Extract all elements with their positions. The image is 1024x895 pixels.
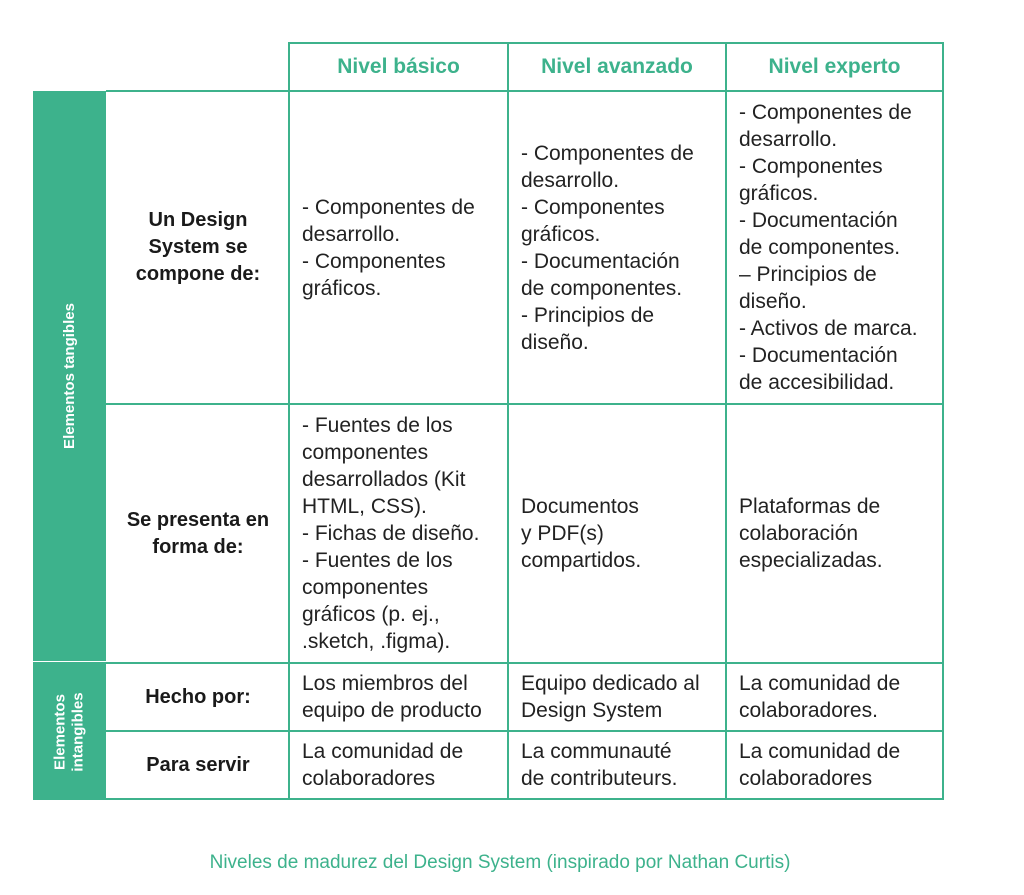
row-header-made-by: Hecho por: [145, 685, 251, 708]
intangible-elements-label: Elementos intangibles [51, 691, 87, 772]
cell-made-by-expert: La comunidad de colaboradores. [739, 672, 901, 722]
cell-presentation-expert: Plataformas de colaboración especializadas. [739, 495, 883, 572]
cell-presentation-basic: - Fuentes de los componentes desarrollados (Kit HTML, CSS). - Fichas de diseño. - Fuentes de los componentes gráficos (p. ej., .sketch, .figma). [302, 414, 480, 653]
tangible-elements-label: Elementos tangibles [60, 303, 78, 449]
cell-made-by-advanced: Equipo dedicado al Design System [521, 672, 700, 722]
figure-caption: Niveles de madurez del Design System (inspirado por Nathan Curtis) [209, 852, 791, 873]
cell-serves-advanced: La communauté de contributeurs. [521, 740, 678, 790]
row-header-serves: Para servir [146, 753, 250, 776]
column-header-expert: Nivel experto [768, 55, 901, 78]
grid-line-bottom [106, 798, 944, 800]
cell-composition-expert: - Componentes de desarrollo. - Componentes gráficos. - Documentación de componentes. – Principios de diseño. - Activos de marca. - Documentación de accesibilidad. [739, 101, 918, 394]
cell-presentation-advanced: Documentos y PDF(s) compartidos. [521, 495, 642, 572]
cell-composition-advanced: - Componentes de desarrollo. - Componentes gráficos. - Documentación de componentes. - Principios de diseño. [521, 141, 694, 354]
tangible-elements-band [33, 91, 106, 663]
column-header-basic: Nivel básico [337, 55, 460, 78]
intangible-elements-band [33, 663, 106, 800]
cell-serves-basic: La comunidad de colaboradores [302, 740, 464, 790]
cell-serves-expert: La comunidad de colaboradores [739, 740, 901, 790]
cell-made-by-basic: Los miembros del equipo de producto [302, 672, 482, 722]
row-header-presentation: Se presenta en forma de: [126, 508, 270, 558]
column-header-advanced: Nivel avanzado [541, 55, 693, 78]
grid-line-right [942, 42, 944, 800]
cell-composition-basic: - Componentes de desarrollo. - Componentes gráficos. [302, 195, 475, 300]
row-header-composition: Un Design System se compone de: [135, 209, 261, 285]
